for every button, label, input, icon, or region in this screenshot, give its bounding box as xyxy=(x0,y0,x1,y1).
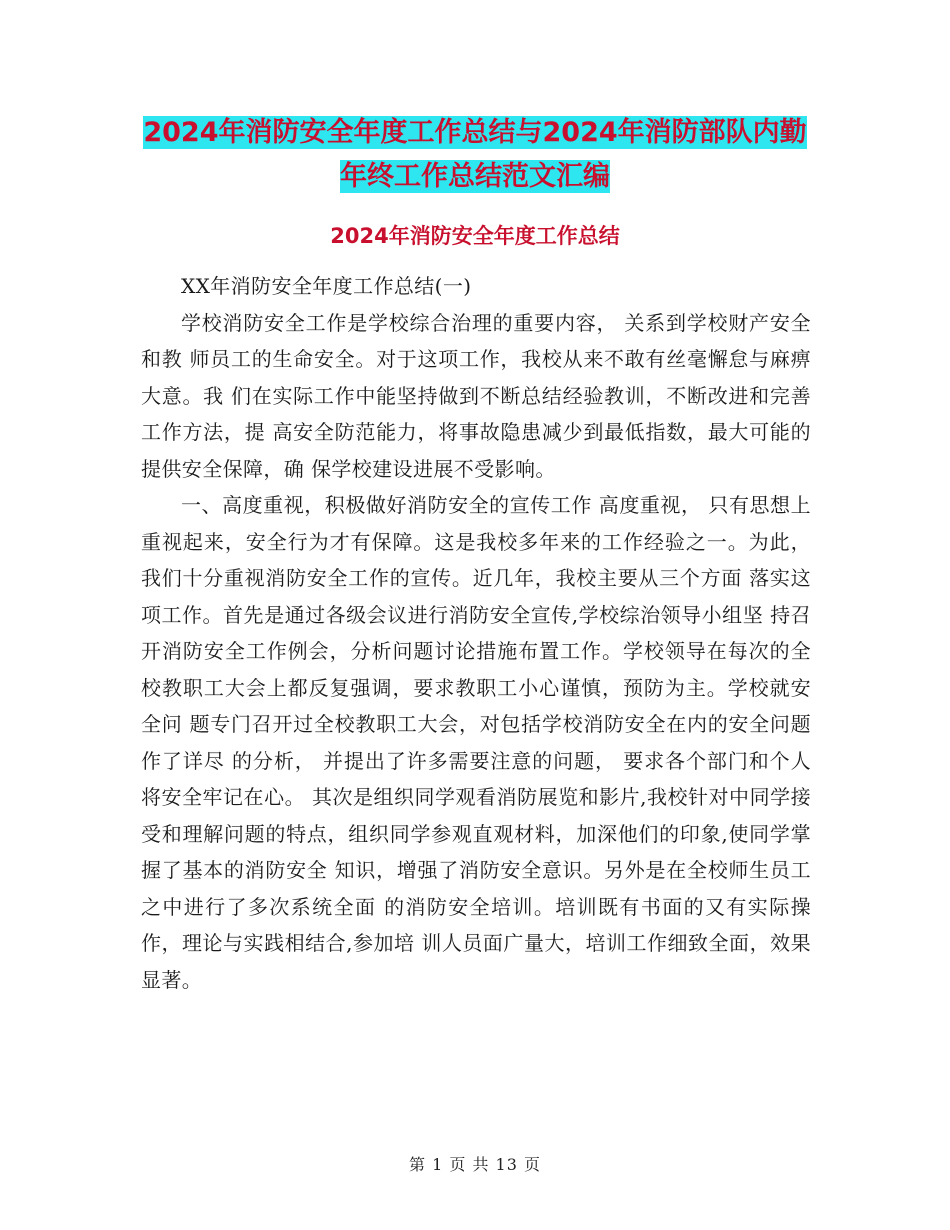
body-text xyxy=(141,268,811,998)
title-highlight: 2024年消防安全年度工作总结与2024年消防部队内勤 xyxy=(143,117,807,148)
document-title-line-2 xyxy=(0,155,950,199)
paragraph-section-one: 一、高度重视，积极做好消防安全的宣传工作 高度重视， 只有思想上重视起来，安全行为才有保障。这是我校多年来的工作经验之一。为此，我们十分重视消防安全工作的宣传。近几年，我校主要从三个方面 落实这项工作。首先是通过各级会议进行消防安全宣传,学校综治领导小组坚 持召开消防安全工作例会，分析问题讨论措施布置工作。学校领导在每次的全 校教职工大会上都反复强调，要求教职工小心谨慎，预防为主。学校就安全问 题专门召开过全校教职工大会，对包括学校消防安全在内的安全问题作了详尽 的分析， 并提出了许多需要注意的问题， 要求各个部门和个人将安全牢记在心。 其次是组织同学观看消防展览和影片,我校针对中同学接受和理解问题的特点，组织同学参观直观材料，加深他们的印象,使同学掌握了基本的消防安全 知识，增强了消防安全意识。另外是在全校师生员工之中进行了多次系统全面 的消防安全培训。培训既有书面的又有实际操作，理论与实践相结合,参加培 训人员面广量大，培训工作细致全面，效果显著。 xyxy=(141,493,811,992)
paragraph-intro: 学校消防安全工作是学校综合治理的重要内容， 关系到学校财产安全和教 师员工的生命安全。对于这项工作，我校从来不敢有丝毫懈怠与麻痹大意。我 们在实际工作中能坚持做到不断总结经验教训，不断改进和完善工作方法，提 高安全防范能力，将事故隐患减少到最低指数，最大可能的提供安全保障，确 保学校建设进展不受影响。 xyxy=(141,310,811,481)
document-title-line-1 xyxy=(0,111,950,155)
paragraph-subtitle: XX年消防安全年度工作总结(一) xyxy=(181,274,472,298)
title-highlight: 年终工作总结范文汇编 xyxy=(340,161,610,192)
section-title: 2024年消防安全年度工作总结 xyxy=(330,224,620,248)
page-footer: 第 1 页 共 13 页 xyxy=(409,1155,541,1174)
